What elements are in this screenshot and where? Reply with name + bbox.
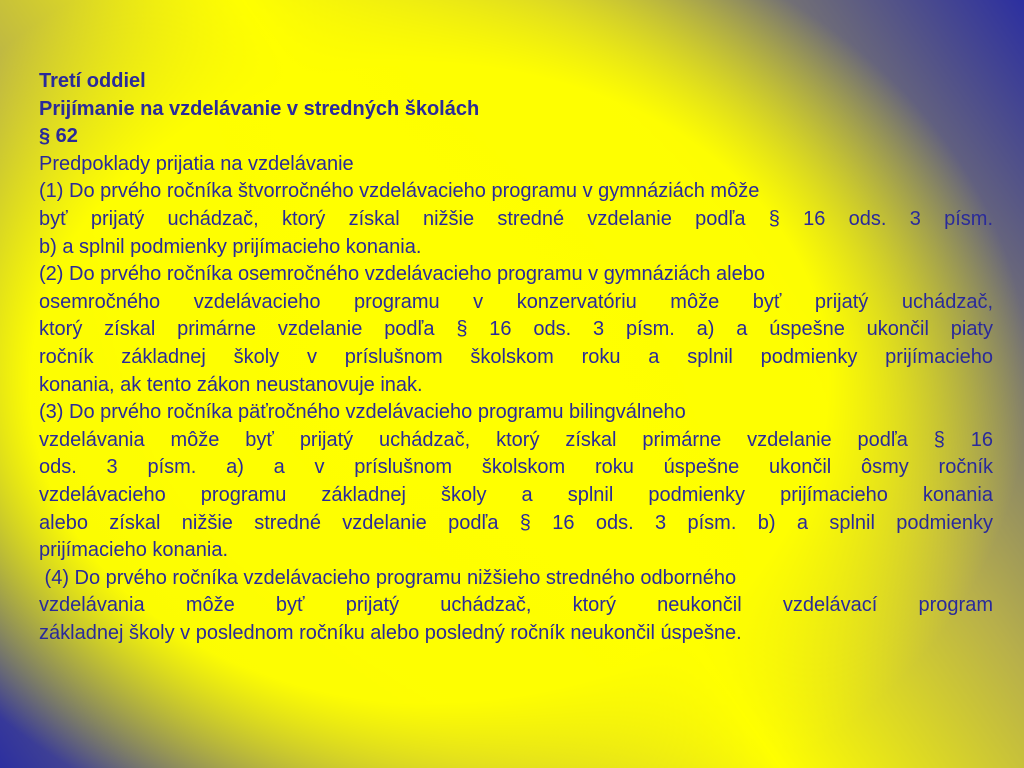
paragraph-1-line-3: b) a splnil podmienky prijímacieho konania. (39, 235, 422, 258)
paragraph-2-line-2: osemročného vzdelávacieho programu v konzervatóriu môže byť prijatý uchádzač, (39, 290, 993, 313)
paragraph-2-line-5: konania, ak tento zákon neustanovuje inak. (39, 373, 423, 396)
paragraph-3-line-3: ods. 3 písm. a) a v príslušnom školskom roku úspešne ukončil ôsmy ročník (39, 456, 993, 479)
paragraph-4-line-3: základnej školy v poslednom ročníku alebo posledný ročník neukončil úspešne. (39, 621, 742, 644)
paragraph-3-line-4: vzdelávacieho programu základnej školy a splnil podmienky prijímacieho konania (39, 483, 993, 506)
paragraph-4-line-1: (4) Do prvého ročníka vzdelávacieho programu nižšieho stredného odborného (39, 566, 737, 589)
paragraph-3-line-1: (3) Do prvého ročníka päťročného vzdelávacieho programu bilingválneho (39, 401, 686, 424)
paragraph-3-line-5: alebo získal nižšie stredné vzdelanie podľa § 16 ods. 3 písm. b) a splnil podmienky (39, 511, 993, 534)
section-number: § 62 (39, 125, 78, 148)
paragraph-2-line-1: (2) Do prvého ročníka osemročného vzdelávacieho programu v gymnáziách alebo (39, 263, 765, 286)
slide-content (39, 68, 993, 647)
paragraph-3-line-2: vzdelávania môže byť prijatý uchádzač, ktorý získal primárne vzdelanie podľa § 16 (39, 428, 993, 451)
chapter-title: Prijímanie na vzdelávanie v stredných školách (39, 97, 480, 120)
paragraph-2-line-3: ktorý získal primárne vzdelanie podľa § 16 ods. 3 písm. a) a úspešne ukončil piaty (39, 318, 993, 341)
paragraph-1-line-2: byť prijatý uchádzač, ktorý získal nižšie stredné vzdelanie podľa § 16 ods. 3 písm. (39, 207, 993, 230)
paragraph-3-line-6: prijímacieho konania. (39, 539, 228, 562)
paragraph-4-line-2: vzdelávania môže byť prijatý uchádzač, ktorý neukončil vzdelávací program (39, 594, 993, 617)
paragraph-2-line-4: ročník základnej školy v príslušnom školskom roku a splnil podmienky prijímacieho (39, 345, 993, 368)
part-heading: Tretí oddiel (39, 70, 146, 92)
section-subtitle: Predpoklady prijatia na vzdelávanie (39, 152, 354, 175)
paragraph-1-line-1: (1) Do prvého ročníka štvorročného vzdelávacieho programu v gymnáziách môže (39, 180, 760, 203)
